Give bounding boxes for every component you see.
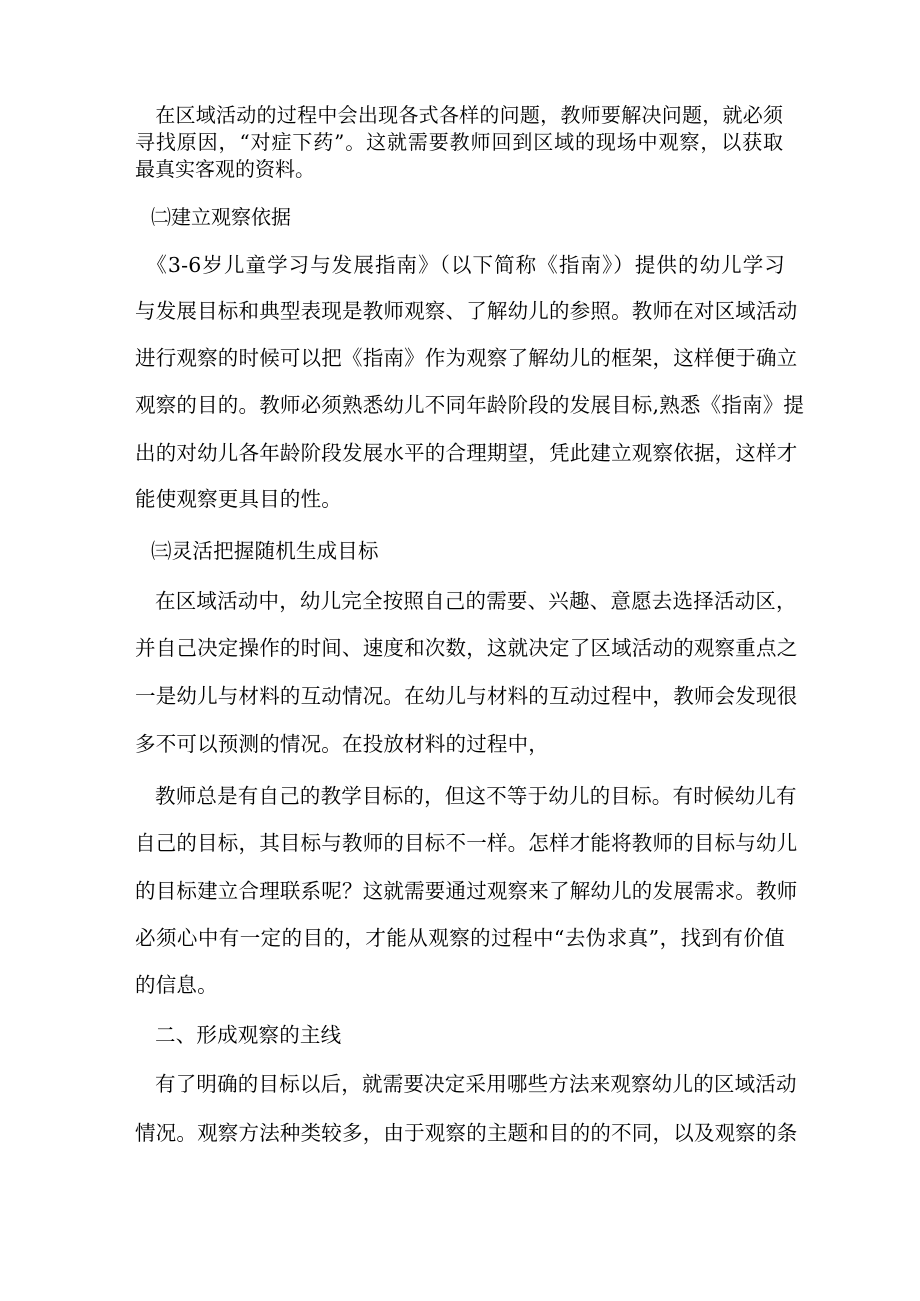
text-line: 观察的目的。教师必须熟悉幼儿不同年龄阶段的发展目标,熟悉《指南》提: [135, 393, 805, 417]
text-line: 多不可以预测的情况。在投放材料的过程中，: [135, 732, 549, 756]
text-line: 在区域活动的过程中会出现各式各样的问题，教师要解决问题，就必须: [135, 103, 783, 127]
text-line: 教师总是有自己的教学目标的，但这不等于幼儿的目标。有时候幼儿有: [155, 784, 797, 808]
text-line: 有了明确的目标以后，就需要决定采用哪些方法来观察幼儿的区域活动: [155, 1072, 797, 1096]
text-line: 能使观察更具目的性。: [135, 487, 342, 511]
section-heading: ㈡建立观察依据: [151, 205, 291, 229]
text-line: 情况。观察方法种类较多，由于观察的主题和目的的不同，以及观察的条: [135, 1121, 798, 1145]
text-line: 必须心中有一定的目的，才能从观察的过程中“去伪求真”，找到有价值: [135, 926, 785, 950]
text-line: 的信息。: [135, 973, 218, 997]
section-heading: 二、形成观察的主线: [155, 1023, 342, 1047]
text-line: 寻找原因，“对症下药”。这就需要教师回到区域的现场中观察，以获取: [135, 130, 783, 154]
text-line: 在区域活动中，幼儿完全按照自己的需要、兴趣、意愿去选择活动区，: [155, 589, 797, 613]
text-line: 《3-6岁儿童学习与发展指南》（以下简称《指南》）提供的幼儿学习: [135, 253, 785, 277]
text-line: 一是幼儿与材料的互动情况。在幼儿与材料的互动过程中，教师会发现很: [135, 684, 798, 708]
text-line: 出的对幼儿各年龄阶段发展水平的合理期望，凭此建立观察依据，这样才: [135, 441, 798, 465]
text-line: 与发展目标和典型表现是教师观察、了解幼儿的参照。教师在对区域活动: [135, 299, 798, 323]
text-line: 进行观察的时候可以把《指南》作为观察了解幼儿的框架，这样便于确立: [135, 346, 798, 370]
section-heading: ㈢灵活把握随机生成目标: [151, 539, 379, 563]
text-line: 最真实客观的资料。: [135, 157, 315, 181]
text-line: 自己的目标，其目标与教师的目标不一样。怎样才能将教师的目标与幼儿: [135, 831, 798, 855]
text-line: 的目标建立合理联系呢？这就需要通过观察来了解幼儿的发展需求。教师: [135, 879, 798, 903]
text-line: 并自己决定操作的时间、速度和次数，这就决定了区域活动的观察重点之: [135, 636, 798, 660]
